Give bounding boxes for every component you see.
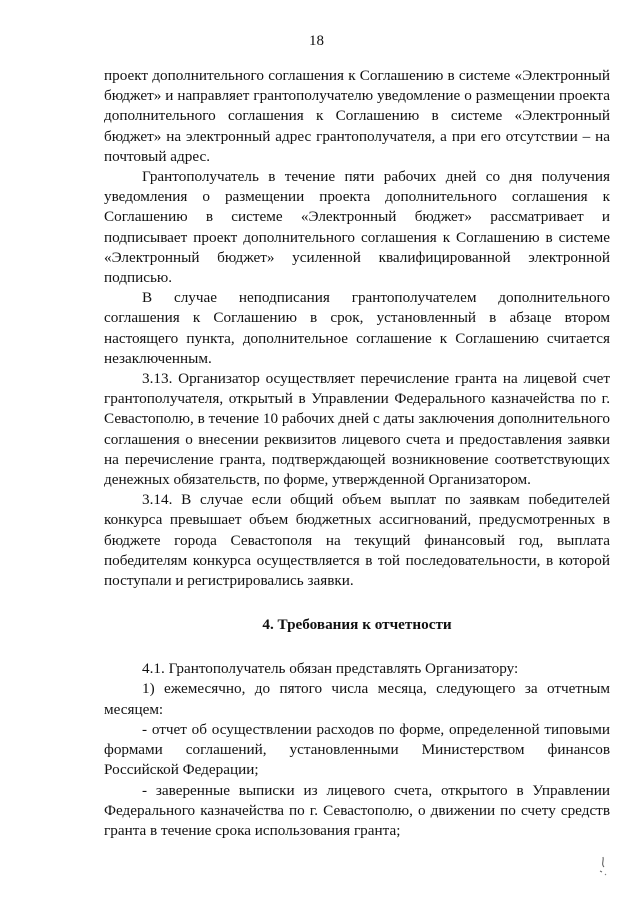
paragraph-3-13: 3.13. Организатор осуществляет перечисление гранта на лицевой счет грантополучателя, открытый в Управлении Федерального казначейства по г. Севастополю, в течение 10 рабочих дней с даты заключения дополнительного соглашения о внесении реквизитов лицевого счета и предоставления заявки на перечисление гранта, подтверждающей возникновение соответствующих денежных обязательств, по форме, утвержденной Организатором. (104, 370, 610, 489)
paragraph-4-1: 4.1. Грантополучатель обязан представлять Организатору: (142, 660, 519, 678)
paragraph-review-deadline: Грантополучатель в течение пяти рабочих дней со дня получения уведомления о размещении проекта дополнительного соглашения к Соглашению в системе «Электронный бюджет» рассматривает и подписывает проект дополнительного соглашения к Соглашению в системе «Электронный бюджет» усиленной квалифицированной электронной подписью. (104, 168, 610, 287)
list-item-account-statements: - заверенные выписки из лицевого счета, открытого в Управлении Федерального казначейства по г. Севастополю, о движении по счету средств гранта в течение срока использования гранта; (104, 781, 610, 839)
paragraph-unsigned-agreement: В случае неподписания грантополучателем дополнительного соглашения к Соглашению в срок, установленный в абзаце втором настоящего пункта, дополнительное соглашение к Соглашению считается незаключенным. (104, 289, 610, 367)
section-heading-reporting: 4. Требования к отчетности (262, 616, 452, 634)
page-number: 18 (309, 33, 324, 49)
paragraph-continuation: проект дополнительного соглашения к Соглашению в системе «Электронный бюджет» и направляет грантополучателю уведомление о размещении проекта дополнительного соглашения к Соглашению в системе «Электронный бюджет» на электронный адрес грантополучателя, а при его отсутствии – на почтовый адрес. (104, 67, 610, 165)
list-item-expense-report: - отчет об осуществлении расходов по форме, определенной типовыми формами соглашений, установленными Министерством финансов Российской Федерации; (104, 720, 610, 779)
document-body (104, 66, 610, 841)
handwritten-mark-icon (597, 855, 611, 877)
list-item-monthly: 1) ежемесячно, до пятого числа месяца, следующего за отчетным месяцем: (104, 680, 610, 718)
paragraph-3-14: 3.14. В случае если общий объем выплат по заявкам победителей конкурса превышает объем бюджетных ассигнований, предусмотренных в бюджете города Севастополя на текущий финансовый год, выплата победителям конкурса осуществляется в той последовательности, в которой поступали и регистрировались заявки. (104, 491, 610, 590)
